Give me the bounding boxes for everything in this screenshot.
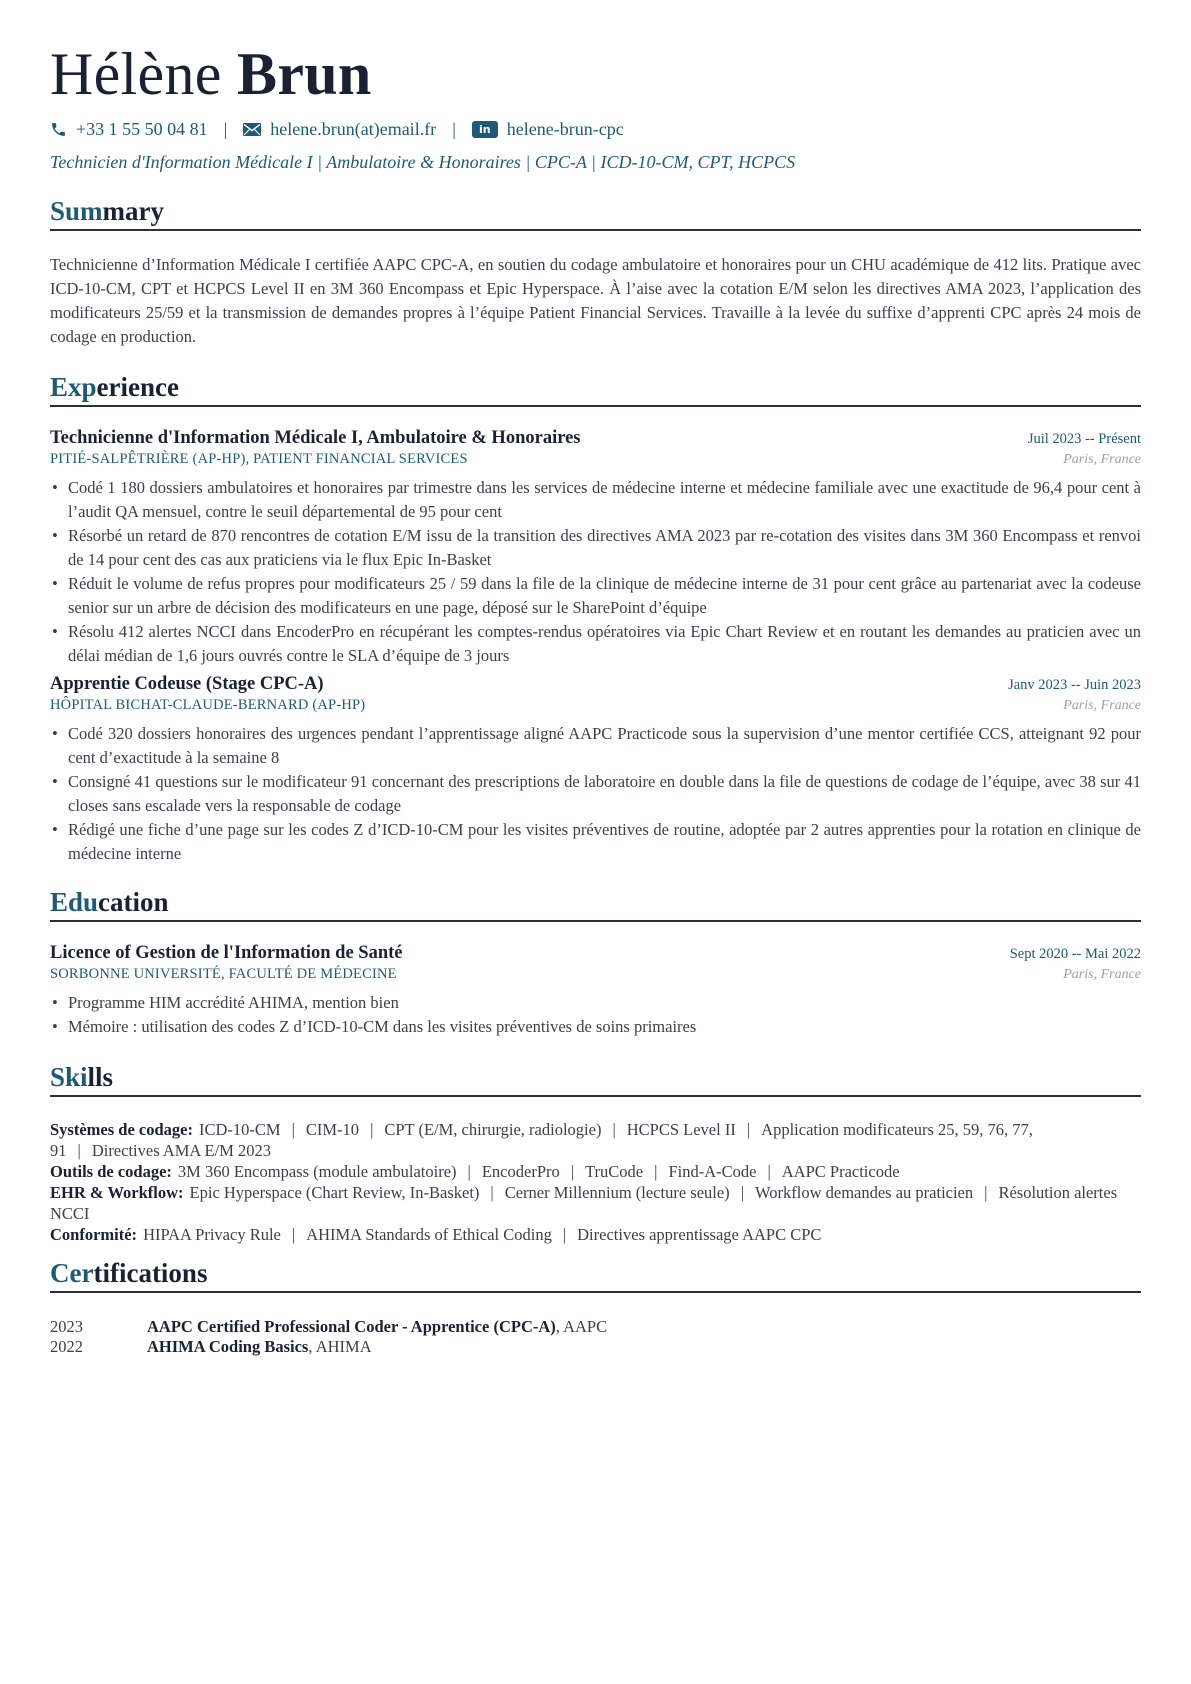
certification-year: 2022: [50, 1337, 83, 1356]
bullet-item: • Réduit le volume de refus propres pour modificateurs 25 / 59 dans la file de la clinique de médecine interne de 31 pour cent grâce au partenariat avec la codeuse senior sur un arbre de décision des modificateurs en une page, déposé sur le SharePoint d’équipe: [50, 572, 1141, 620]
skill-separator: |: [490, 1183, 494, 1202]
skill-separator: |: [984, 1183, 988, 1202]
contact-separator: |: [452, 118, 456, 139]
education-entry: [50, 943, 1141, 1039]
skill-item: Directives AMA E/M 2023: [91, 1141, 272, 1160]
section-heading-experience: Experience: [50, 371, 1141, 407]
skill-separator: |: [612, 1120, 616, 1139]
phone-item: [50, 119, 208, 140]
first-name: Hélène: [50, 41, 222, 107]
skills-section: [50, 1061, 1141, 1245]
skill-separator: |: [291, 1120, 295, 1139]
skill-row: [50, 1119, 1141, 1161]
job-organization: PITIÉ-SALPÊTRIÈRE (AP-HP), PATIENT FINANCIAL SERVICES: [50, 451, 468, 467]
linkedin-icon: in: [472, 121, 498, 138]
contact-separator: |: [223, 118, 228, 139]
education-bullets: [50, 991, 1141, 1039]
section-heading-summary: Summary: [50, 195, 1141, 231]
certification-row: [50, 1317, 1141, 1337]
skill-separator: |: [746, 1120, 751, 1139]
skill-item: CPT (E/M, chirurgie, radiologie): [384, 1120, 602, 1139]
certification-name: AAPC Certified Professional Coder - Apprentice (CPC-A): [147, 1317, 556, 1336]
certification-row: [50, 1337, 1141, 1357]
job-location: Paris, France: [1063, 698, 1141, 713]
skill-item: HIPAA Privacy Rule: [143, 1225, 281, 1244]
skills-list: [50, 1119, 1141, 1245]
summary-section: [50, 195, 1141, 349]
skill-item: EncoderPro: [481, 1162, 560, 1181]
bullet-item: • Codé 1 180 dossiers ambulatoires et honoraires par trimestre dans les services de médecine interne et médecine familiale avec une exactitude de 96,4 pour cent à l’audit QA mensuel, contre le seuil départemental de 95 pour cent: [50, 476, 1141, 524]
bullet-item: • Rédigé une fiche d’une page sur les codes Z d’ICD-10-CM pour les visites préventives de routine, adoptée par 2 autres apprenties pour la rotation en clinique de médecine interne: [50, 818, 1141, 866]
job-title: Technicienne d'Information Médicale I, Ambulatoire & Honoraires: [50, 428, 581, 448]
skill-separator: |: [562, 1225, 567, 1244]
job-entry: [50, 674, 1141, 866]
skill-item: 3M 360 Encompass (module ambulatoire): [177, 1162, 457, 1181]
skill-separator: |: [77, 1141, 81, 1160]
skill-item: ICD-10-CM: [198, 1120, 281, 1139]
skill-row: [50, 1182, 1141, 1224]
skill-item: TruCode: [585, 1162, 644, 1181]
education-dates: Sept 2020 -- Mai 2022: [1009, 946, 1141, 962]
skill-separator: |: [467, 1162, 471, 1181]
envelope-icon: [243, 123, 261, 136]
section-heading-certifications: Certifications: [50, 1257, 1141, 1293]
skill-item: Directives apprentissage AAPC CPC: [577, 1225, 822, 1244]
skill-separator: |: [740, 1183, 744, 1202]
skill-category-label: Conformité:: [50, 1225, 138, 1244]
education-section: [50, 886, 1141, 1039]
job-bullets: [50, 722, 1141, 866]
skill-item: HCPCS Level II: [626, 1120, 736, 1139]
job-entry: [50, 428, 1141, 668]
job-organization: HÔPITAL BICHAT-CLAUDE-BERNARD (AP-HP): [50, 697, 366, 713]
email-item[interactable]: [243, 119, 436, 140]
bullet-item: • Résolu 412 alertes NCCI dans EncoderPro en récupérant les comptes-rendus opératoires via Epic Chart Review et en routant les demandes au praticien avec un délai médian de 1,6 jours ouvrés contre le SLA d’équipe de 3 jours: [50, 620, 1141, 668]
skill-category-label: Outils de codage:: [50, 1162, 172, 1181]
candidate-name: [50, 38, 1141, 110]
skill-separator: |: [654, 1162, 658, 1181]
skill-separator: |: [291, 1225, 296, 1244]
degree-title: Licence of Gestion de l'Information de Santé: [50, 943, 403, 963]
certification-issuer: , AHIMA: [308, 1337, 372, 1356]
experience-section: [50, 371, 1141, 866]
summary-text: Technicienne d’Information Médicale I certifiée AAPC CPC-A, en soutien du codage ambulatoire et honoraires pour un CHU académique de 412 lits. Pratique avec ICD-10-CM, CPT et HCPCS Level II en 3M 360 Encompass et Epic Hyperspace. À l’aise avec la cotation E/M selon les directives AMA 2023, l’application des modificateurs 25/59 et la transmission de demandes propres à l’équipe Patient Financial Services. Travaille à la levée du suffixe d’apprenti CPC après 24 mois de codage en production.: [50, 255, 1141, 346]
last-name: Brun: [237, 41, 372, 107]
job-dates: Janv 2023 -- Juin 2023: [1008, 677, 1141, 693]
skill-item: AHIMA Standards of Ethical Coding: [306, 1225, 552, 1244]
bullet-item: • Codé 320 dossiers honoraires des urgences pendant l’apprentissage aligné AAPC Practicode sous la supervision d’une mentor certifiée CCS, atteignant 92 pour cent d’exactitude à la semaine 8: [50, 722, 1141, 770]
section-heading-education: Education: [50, 886, 1141, 922]
skill-item: Résolution alertes NCCI: [50, 1183, 1118, 1223]
certification-issuer: , AAPC: [555, 1317, 608, 1336]
skill-item: Find-A-Code: [668, 1162, 757, 1181]
phone-number: +33 1 55 50 04 81: [76, 118, 208, 139]
skill-item: Epic Hyperspace (Chart Review, In-Basket): [189, 1183, 480, 1202]
skill-separator: |: [370, 1120, 374, 1139]
skill-row: [50, 1224, 1141, 1245]
bullet-item: • Programme HIM accrédité AHIMA, mention bien: [50, 991, 1141, 1015]
school-name: SORBONNE UNIVERSITÉ, FACULTÉ DE MÉDECINE: [50, 966, 397, 982]
skill-item: CIM-10: [305, 1120, 360, 1139]
bullet-item: • Mémoire : utilisation des codes Z d’ICD-10-CM dans les visites préventives de soins primaires: [50, 1015, 1141, 1039]
bullet-item: • Consigné 41 questions sur le modificateur 91 concernant des prescriptions de laboratoire en double dans la file de questions de codage de l’équipe, avec 38 sur 41 closes sans escalade vers la responsable de codage: [50, 770, 1141, 818]
linkedin-item[interactable]: [472, 119, 624, 140]
skill-separator: |: [570, 1162, 575, 1181]
skill-row: [50, 1161, 1141, 1182]
contact-bar: [50, 116, 1141, 142]
skill-item: AAPC Practicode: [781, 1162, 900, 1181]
bullet-item: • Résorbé un retard de 870 rencontres de cotation E/M issu de la transition des directives AMA 2023 par re-cotation des visites dans 3M 360 Encompass et renvoi de 14 pour cent des cas aux praticiens via le flux Epic In-Basket: [50, 524, 1141, 572]
linkedin-link[interactable]: helene-brun-cpc: [506, 118, 624, 139]
phone-icon: [50, 121, 67, 138]
certification-year: 2023: [50, 1317, 83, 1336]
job-bullets: [50, 476, 1141, 668]
skill-item: Application modificateurs 25, 59, 76, 77, 91: [50, 1120, 1033, 1160]
skill-category-label: EHR & Workflow:: [50, 1183, 184, 1202]
skill-separator: |: [767, 1162, 771, 1181]
certification-name: AHIMA Coding Basics: [147, 1337, 309, 1356]
skill-category-label: Systèmes de codage:: [50, 1120, 193, 1139]
school-location: Paris, France: [1063, 967, 1141, 982]
headline: Technicien d'Information Médicale I | Ambulatoire & Honoraires | CPC-A | ICD-10-CM, CPT, HCPCS: [50, 152, 796, 172]
skill-item: Cerner Millennium (lecture seule): [504, 1183, 730, 1202]
certifications-list: [50, 1317, 1141, 1357]
job-title: Apprentie Codeuse (Stage CPC-A): [50, 674, 324, 694]
job-location: Paris, France: [1063, 452, 1141, 467]
section-heading-skills: Skills: [50, 1061, 1141, 1097]
job-dates: Juil 2023 -- Présent: [1027, 431, 1141, 447]
email-link[interactable]: helene.brun(at)email.fr: [270, 118, 437, 139]
certifications-section: [50, 1257, 1141, 1357]
skill-item: Workflow demandes au praticien: [755, 1183, 974, 1202]
